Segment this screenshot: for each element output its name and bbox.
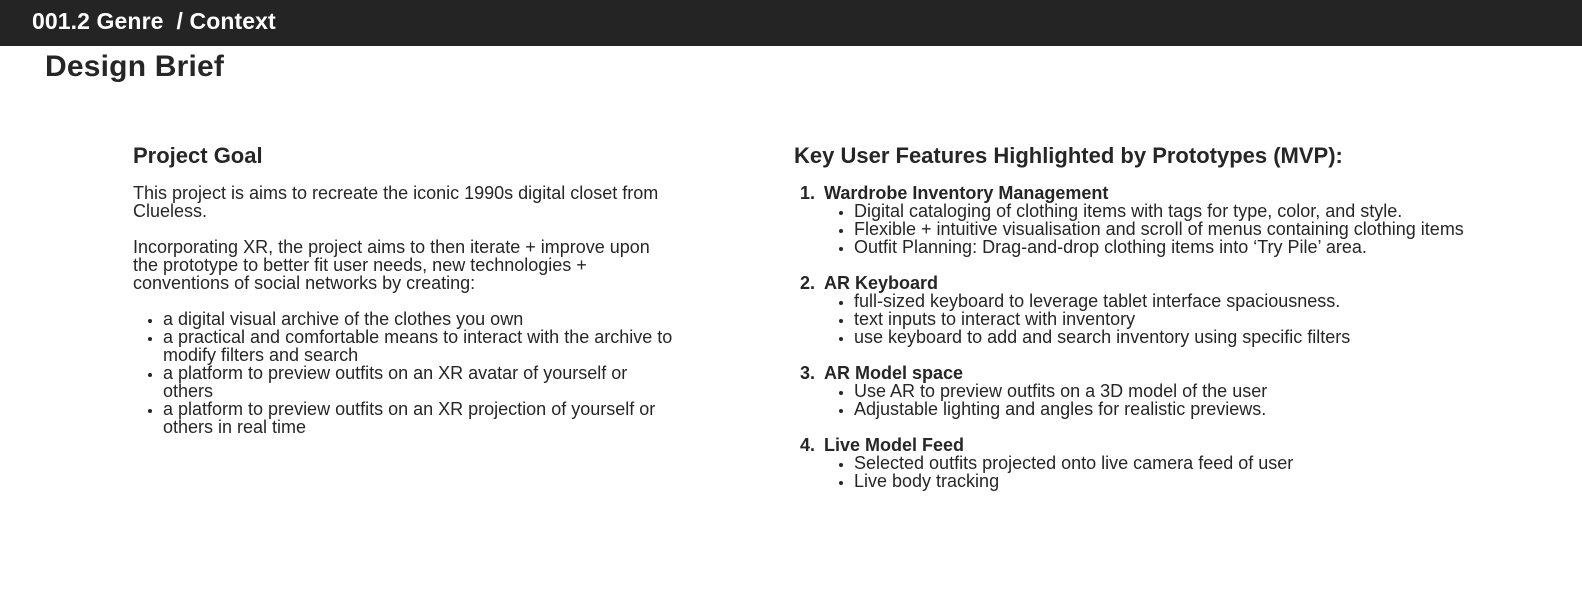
feature-item-ar-model-space [794, 364, 1554, 418]
feature-item-ar-keyboard [794, 274, 1554, 346]
list-item: • Selected outfits projected onto live camera feed of user [854, 454, 1554, 472]
list-item: • Use AR to preview outfits on a 3D model of the user [854, 382, 1554, 400]
features-column [794, 142, 1554, 508]
feature-number: 3. [800, 363, 816, 383]
list-item: • Live body tracking [854, 472, 1554, 490]
project-goal-list [133, 310, 673, 436]
list-item: • Outfit Planning: Drag-and-drop clothing items into ‘Try Pile’ area. [854, 238, 1554, 256]
project-goal-heading: Project Goal [133, 143, 263, 168]
feature-points [824, 202, 1554, 256]
feature-points [824, 454, 1554, 490]
feature-item-wardrobe-inventory [794, 184, 1554, 256]
features-heading: Key User Features Highlighted by Prototypes (MVP): [794, 143, 1343, 168]
list-item: • Adjustable lighting and angles for realistic previews. [854, 400, 1554, 418]
project-goal-column [133, 142, 673, 436]
project-goal-intro: This project is aims to recreate the iconic 1990s digital closet from Clueless. [133, 183, 659, 221]
feature-number: 1. [800, 183, 816, 203]
feature-number: 4. [800, 435, 816, 455]
feature-title: Live Model Feed [824, 435, 965, 455]
list-item: • Flexible + intuitive visualisation and scroll of menus containing clothing items [854, 220, 1554, 238]
features-list [794, 184, 1554, 490]
feature-title: AR Model space [824, 363, 964, 383]
feature-number: 2. [800, 273, 816, 293]
project-goal-body: Incorporating XR, the project aims to then iterate + improve upon the prototype to better fit user needs, new technologies + conventions of social networks by creating: [133, 237, 650, 293]
list-item: • text inputs to interact with inventory [854, 310, 1554, 328]
list-item: • a digital visual archive of the clothes you own [163, 310, 673, 328]
feature-points [824, 292, 1554, 346]
list-item: • a platform to preview outfits on an XR avatar of yourself or others [163, 364, 673, 400]
top-bar [0, 0, 1582, 46]
feature-points [824, 382, 1554, 418]
list-item: • Digital cataloging of clothing items with tags for type, color, and style. [854, 202, 1554, 220]
list-item: • a platform to preview outfits on an XR projection of yourself or others in real time [163, 400, 673, 436]
feature-title: Wardrobe Inventory Management [824, 183, 1109, 203]
list-item: • a practical and comfortable means to interact with the archive to modify filters and search [163, 328, 673, 364]
list-item: • full-sized keyboard to leverage tablet interface spaciousness. [854, 292, 1554, 310]
section-breadcrumb: 001.2 Genre / Context [32, 8, 276, 34]
feature-item-live-model-feed [794, 436, 1554, 490]
list-item: • use keyboard to add and search inventory using specific filters [854, 328, 1554, 346]
page-title: Design Brief [45, 50, 225, 83]
feature-title: AR Keyboard [824, 273, 939, 293]
